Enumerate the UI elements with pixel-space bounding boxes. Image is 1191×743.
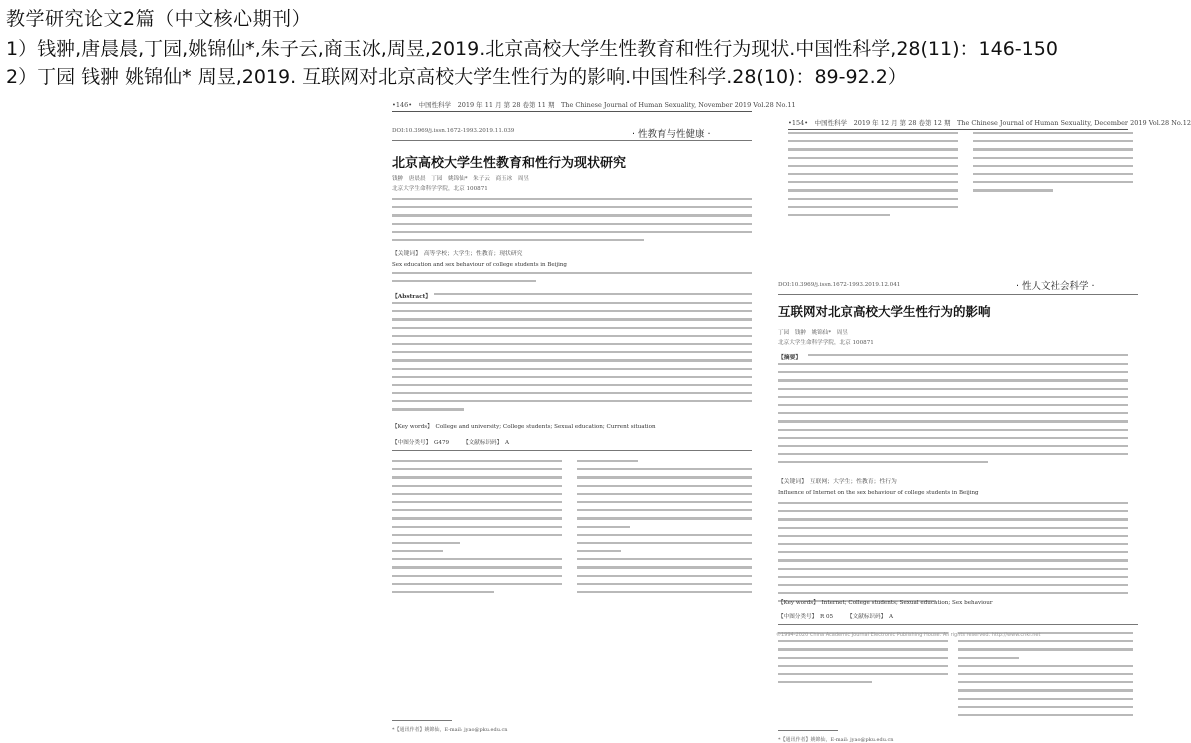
paper-title: 互联网对北京高校大学生性行为的影响	[778, 304, 991, 319]
english-title: Influence of Internet on the sex behaviour of college students in Beijing	[778, 490, 979, 496]
divider	[778, 294, 1138, 295]
abstract-en-text	[392, 302, 752, 417]
english-authors-text	[392, 272, 752, 288]
doi: DOI:10.3969/j.issn.1672-1993.2019.12.041	[778, 282, 901, 288]
reference-2: 2）丁园 钱翀 姚锦仙* 周昱,2019. 互联网对北京高校大学生性行为的影响.中国性科学.28(10)：89-92.2）	[6, 66, 907, 88]
body-column-left	[392, 460, 562, 599]
keywords-cn: 【关键词】 高等学校；大学生；性教育；现状研究	[392, 251, 523, 257]
abstract-label: 【摘要】	[778, 355, 802, 361]
english-title: Sex education and sex behaviour of college students in Beijing	[392, 262, 567, 268]
abstract-en-first-line	[434, 293, 752, 301]
footnote-rule	[392, 720, 452, 721]
section-label: · 性人文社会科学 ·	[1016, 281, 1095, 292]
divider	[778, 624, 1138, 625]
abstract-cn-first-line	[808, 354, 1128, 362]
prev-references-right	[973, 132, 1133, 198]
paper-authors: 钱翀 唐晨晨 丁园 姚锦仙* 朱子云 商玉冰 周昱	[392, 176, 530, 182]
keywords-en: 【Key words】 Internet; College students; Sexual education; Sex behaviour	[778, 600, 993, 606]
paper-title: 北京高校大学生性教育和性行为现状研究	[392, 156, 627, 171]
body-column-right	[577, 460, 752, 599]
divider	[392, 140, 752, 141]
abstract-en-text	[778, 502, 1128, 608]
paper-page-2	[768, 118, 1191, 743]
footnote-rule	[778, 730, 838, 731]
divider	[392, 450, 752, 451]
keywords-cn: 【关键词】 互联网；大学生；性教育；性行为	[778, 479, 897, 485]
cnki-watermark: ©1994-2020 China Academic Journal Electronic Publishing House. All rights reserved. http://www.cnki.net	[776, 632, 1041, 638]
keywords-en: 【Key words】 College and university; College students; Sexual education; Current situation	[392, 424, 656, 430]
abstract-label: 【Abstract】	[392, 294, 432, 300]
doi: DOI:10.3969/j.issn.1672-1993.2019.11.039	[392, 128, 515, 134]
abstract-cn-text	[778, 363, 1128, 469]
prev-references-left	[788, 132, 958, 222]
reference-1: 1）钱翀,唐晨晨,丁园,姚锦仙*,朱子云,商玉冰,周昱,2019.北京高校大学生性教育和性行为现状.中国性科学,28(11)：146-150	[6, 38, 1058, 60]
slide-title: 教学研究论文2篇（中文核心期刊）	[6, 8, 312, 30]
classification: 【中图分类号】 R 05 【文献标识码】 A	[778, 614, 894, 620]
body-column-right	[958, 632, 1133, 722]
section-label: · 性教育与性健康 ·	[632, 129, 711, 140]
paper-affiliation: 北京大学生命科学学院，北京 100871	[392, 186, 488, 192]
paper-authors: 丁园 钱翀 姚锦仙* 周昱	[778, 330, 848, 336]
body-column-left	[778, 632, 948, 689]
journal-header: •146• 中国性科学 2019 年 11 月 第 28 卷第 11 期 The Chinese Journal of Human Sexuality, November 2019 Vol.28 No.11	[392, 100, 752, 112]
abstract-cn-text	[392, 198, 752, 247]
footnote: *【通讯作者】姚锦仙，E-mail: jyao@pku.edu.cn	[778, 737, 894, 743]
paper-affiliation: 北京大学生命科学学院，北京 100871	[778, 340, 874, 346]
journal-header: •154• 中国性科学 2019 年 12 月 第 28 卷第 12 期 The Chinese Journal of Human Sexuality, December 2019 Vol.28 No.12	[788, 118, 1128, 130]
footnote: *【通讯作者】姚锦仙，E-mail: jyao@pku.edu.cn	[392, 727, 508, 733]
classification: 【中图分类号】 G479 【文献标识码】 A	[392, 440, 510, 446]
